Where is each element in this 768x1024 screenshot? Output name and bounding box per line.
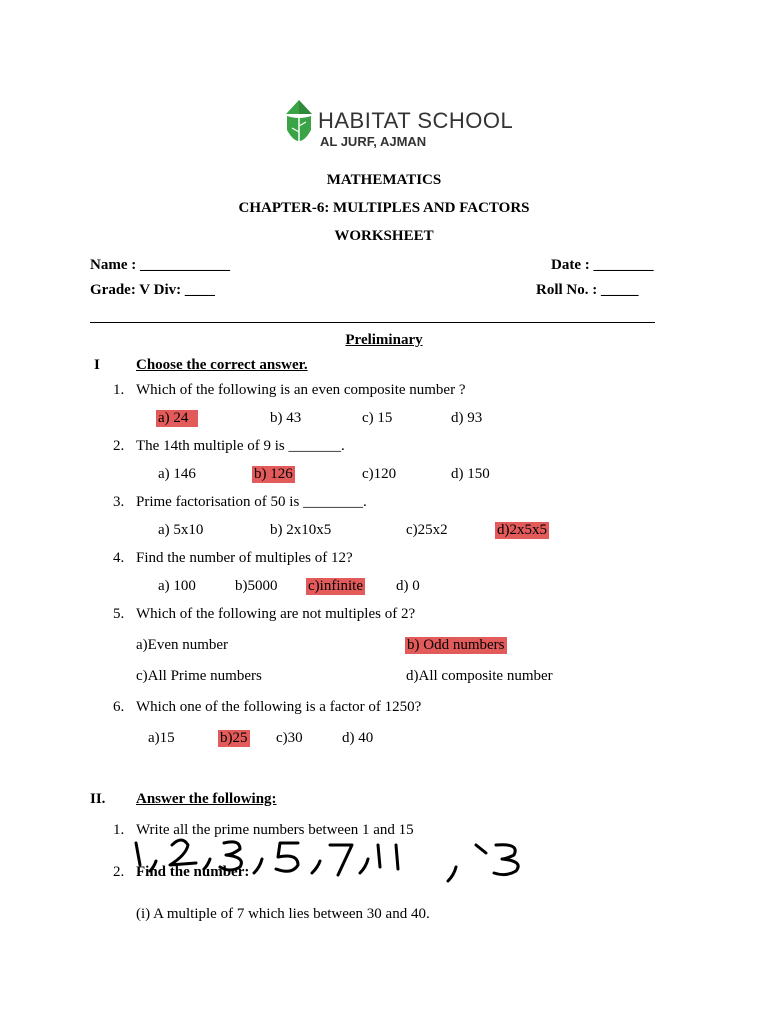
q1-option-b: b) 43 [270, 410, 302, 426]
q4-option-c: c)infinite [308, 578, 363, 594]
q3-option-b: b) 2x10x5 [270, 522, 332, 538]
q5-option-a: a)Even number [136, 637, 229, 653]
q3-text: Prime factorisation of 50 is ________. [136, 494, 367, 510]
q1-option-d: d) 93 [451, 410, 483, 426]
q4-number: 4. [113, 550, 125, 566]
s2-q2-part-i: (i) A multiple of 7 which lies between 30 and 40. [136, 906, 430, 922]
roll-field: Roll No. : _____ [536, 282, 639, 298]
q5-text: Which of the following are not multiples of 2? [136, 606, 416, 622]
s2-q2-text: Find the number: [136, 864, 250, 880]
q1-number: 1. [113, 382, 125, 398]
q1-option-a: a) 24 [156, 410, 198, 427]
q5-option-b: b) Odd numbers [407, 637, 505, 653]
grade-field: Grade: V Div: ____ [90, 282, 215, 298]
q6-number: 6. [113, 699, 125, 715]
s2-q1-number: 1. [113, 822, 125, 838]
handwritten-answer [130, 835, 530, 890]
q3-option-a: a) 5x10 [158, 522, 204, 538]
q3-option-c: c)25x2 [406, 522, 448, 538]
q4-option-d: d) 0 [396, 578, 420, 594]
q5-option-c: c)All Prime numbers [136, 668, 262, 684]
school-location: AL JURF, AJMAN [320, 134, 427, 149]
q3-option-d: d)2x5x5 [497, 522, 547, 538]
q2-number: 2. [113, 438, 125, 454]
subject-title: MATHEMATICS [326, 172, 442, 188]
name-field: Name : ____________ [90, 257, 230, 273]
section1-numeral: I [94, 357, 100, 373]
date-field: Date : ________ [551, 257, 654, 273]
section-title: Preliminary [345, 332, 423, 348]
section1-heading: Choose the correct answer. [136, 357, 308, 373]
q1-option-c: c) 15 [362, 410, 393, 426]
q5-number: 5. [113, 606, 125, 622]
q3-number: 3. [113, 494, 125, 510]
chapter-title: CHAPTER-6: MULTIPLES AND FACTORS [238, 200, 530, 216]
school-name: HABITAT SCHOOL [318, 108, 514, 133]
q6-text: Which one of the following is a factor of 1250? [136, 699, 422, 715]
q6-option-a: a)15 [148, 730, 175, 746]
q4-option-a: a) 100 [158, 578, 196, 594]
q2-option-b: b) 126 [254, 466, 293, 482]
q2-option-c: c)120 [362, 466, 397, 482]
q6-option-c: c)30 [276, 730, 303, 746]
q2-option-a: a) 146 [158, 466, 196, 482]
q1-text: Which of the following is an even composite number ? [136, 382, 466, 398]
divider [90, 322, 655, 323]
q4-option-b: b)5000 [235, 578, 278, 594]
q5-option-d: d)All composite number [406, 668, 553, 684]
q2-text: The 14th multiple of 9 is _______. [136, 438, 345, 454]
section2-numeral: II. [90, 791, 106, 807]
section2-heading: Answer the following: [136, 791, 277, 807]
q6-option-b: b)25 [220, 730, 248, 746]
q4-text: Find the number of multiples of 12? [136, 550, 353, 566]
s2-q1-text: Write all the prime numbers between 1 and 15 [136, 822, 414, 838]
worksheet-title: WORKSHEET [334, 228, 434, 244]
s2-q2-number: 2. [113, 864, 125, 880]
q2-option-d: d) 150 [451, 466, 490, 482]
leaf-pencil-icon [286, 100, 312, 152]
q6-option-d: d) 40 [342, 730, 374, 746]
